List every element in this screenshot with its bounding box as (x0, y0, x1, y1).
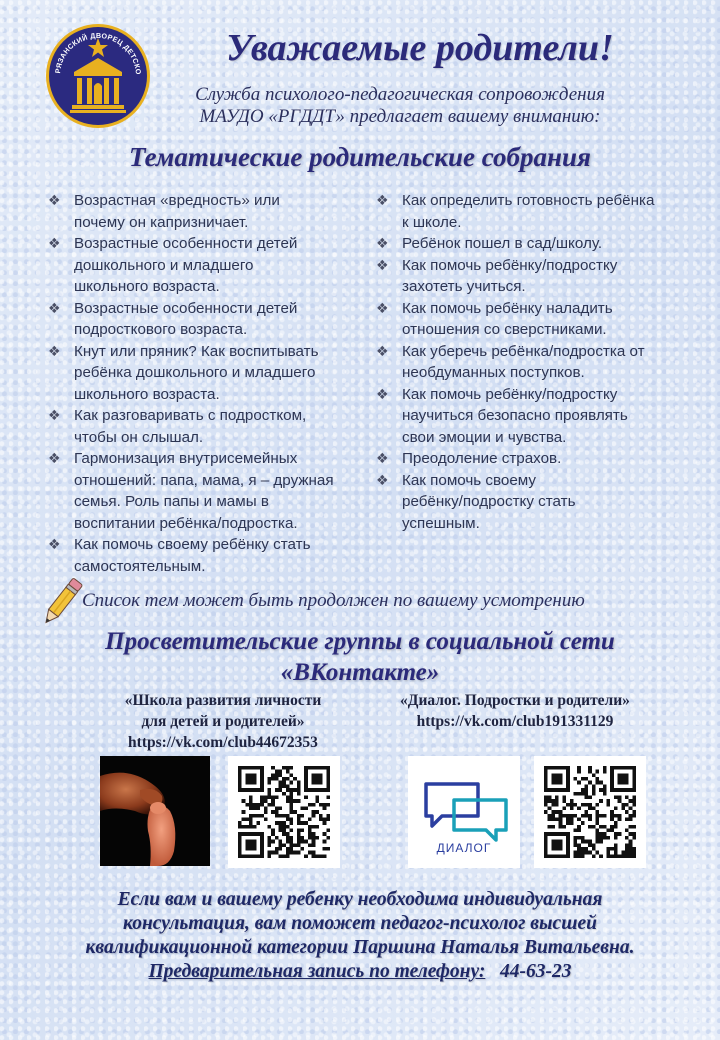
topic-line: семья. Роль папы и мамы в (74, 493, 269, 510)
bullet-icon: ❖ (376, 385, 389, 402)
topic-item (46, 534, 364, 577)
topic-line: успешным. (402, 514, 480, 532)
bullet-icon: ❖ (376, 192, 389, 208)
bullet-icon: ❖ (376, 450, 389, 466)
page-title: Уважаемые родители! (226, 27, 614, 69)
topic-line: к школе. (402, 213, 462, 231)
footer (40, 888, 680, 984)
topic-line: отношений: папа, мама, я – дружная (74, 471, 334, 489)
qr-code-2[interactable] (534, 756, 646, 868)
topic-item (374, 255, 686, 298)
groups-heading-line-1: Просветительские группы в социальной сети (105, 628, 615, 655)
topic-line: дошкольного и младшего (74, 256, 254, 274)
topic-line: захотеть учиться. (402, 278, 526, 295)
topics-list-right (374, 190, 686, 534)
bullet-icon: ❖ (48, 192, 61, 208)
topic-line: Как помочь своему ребёнку стать (74, 536, 311, 553)
groups-heading-line-2: «ВКонтакте» (280, 659, 440, 686)
topic-item (46, 233, 364, 298)
bullet-icon: ❖ (376, 256, 389, 273)
footer-line-4 (40, 960, 680, 984)
topic-line: воспитании ребёнка/подростка. (74, 514, 298, 532)
logo-text: РЯЗАНСКИЙ ДВОРЕЦ ДЕТСКО (53, 30, 144, 76)
topic-line: свои эмоции и чувства. (402, 428, 567, 446)
bullet-icon: ❖ (48, 235, 61, 251)
topic-line: чтобы он слышал. (74, 428, 204, 446)
topic-item (374, 448, 686, 470)
group-1-name-line-2: для детей и родителей» (141, 713, 305, 730)
topic-line: самостоятельным. (74, 557, 206, 575)
topic-line: школьного возраста. (74, 385, 220, 403)
topic-line: подросткового возраста. (74, 321, 248, 338)
group-1 (96, 690, 350, 753)
phone-number[interactable]: 44-63-23 (499, 961, 572, 982)
topic-line: научиться безопасно проявлять (402, 407, 628, 424)
bullet-icon: ❖ (48, 450, 61, 466)
topic-line: Как помочь ребёнку/подростку (402, 385, 618, 403)
section-heading: Тематические родительские собрания (129, 142, 591, 172)
subtitle-line-1: Служба психолого-педагогическая сопровождения (195, 84, 605, 105)
topic-item (46, 405, 364, 448)
hands-photo (100, 756, 210, 866)
dialog-logo-text: ДИАЛОГ (436, 841, 492, 855)
groups-heading (60, 626, 660, 688)
footer-line-2: консультация, вам поможет педагог-психолог высшей (123, 913, 597, 934)
topic-line: почему он капризничает. (74, 213, 249, 231)
topic-line: ребёнку/подростку стать (402, 493, 576, 510)
group-2-name: «Диалог. Подростки и родители» (400, 692, 630, 709)
phone-label: Предварительная запись по телефону: (148, 961, 486, 982)
group-1-link[interactable]: https://vk.com/club44672353 (128, 734, 318, 751)
bullet-icon: ❖ (376, 235, 389, 251)
qr-code-1[interactable] (228, 756, 340, 868)
footer-line-3: квалификационной категории Паршина Наталья Витальевна. (85, 937, 635, 958)
topic-line: Как разговаривать с подростком, (74, 407, 307, 424)
topic-line: необдуманных поступков. (402, 364, 585, 381)
topic-line: Как уберечь ребёнка/подростка от (402, 342, 645, 360)
subtitle (150, 84, 650, 128)
topic-line: Как помочь своему (402, 471, 537, 489)
topic-line: Как помочь ребёнку/подростку (402, 256, 618, 274)
note-text: Список тем может быть продолжен по вашему усмотрению (82, 590, 585, 611)
topic-item (374, 341, 686, 384)
topic-item (374, 384, 686, 449)
footer-line-1: Если вам и вашему ребенку необходима индивидуальная (117, 889, 603, 910)
bullet-icon: ❖ (376, 342, 389, 359)
bullet-icon: ❖ (376, 471, 389, 488)
topic-item (46, 298, 364, 341)
topic-line: Ребёнок пошел в сад/школу. (402, 235, 603, 252)
dialog-logo (408, 756, 520, 868)
topic-item (374, 190, 686, 233)
bullet-icon: ❖ (376, 299, 389, 316)
topic-item (374, 298, 686, 341)
bullet-icon: ❖ (48, 342, 61, 359)
topic-line: Преодоление страхов. (402, 450, 562, 467)
topic-line: Как определить готовность ребёнка (402, 192, 655, 209)
topic-item (374, 470, 686, 535)
group-2-link[interactable]: https://vk.com/club191331129 (416, 713, 614, 730)
topic-line: отношения со сверстниками. (402, 321, 607, 338)
topic-item (46, 190, 364, 233)
group-2 (370, 690, 660, 732)
topic-item (374, 233, 686, 255)
bullet-icon: ❖ (48, 299, 61, 316)
topics-list-left (46, 190, 364, 577)
bullet-icon: ❖ (48, 536, 61, 552)
bullet-icon: ❖ (48, 407, 61, 423)
topic-item (46, 448, 364, 534)
topic-line: Возрастные особенности детей (74, 299, 298, 317)
topic-line: Кнут или пряник? Как воспитывать (74, 342, 319, 360)
topic-line: школьного возраста. (74, 278, 220, 295)
topic-line: Гармонизация внутрисемейных (74, 450, 298, 467)
group-1-name-line-1: «Школа развития личности (124, 692, 322, 709)
topic-line: ребёнка дошкольного и младшего (74, 364, 316, 381)
topic-line: Возрастная «вредность» или (74, 192, 280, 209)
topic-item (46, 341, 364, 406)
subtitle-line-2: МАУДО «РГДДТ» предлагает вашему вниманию: (199, 106, 601, 127)
logo (44, 22, 152, 130)
topic-line: Как помочь ребёнку наладить (402, 299, 613, 317)
topic-line: Возрастные особенности детей (74, 235, 298, 252)
